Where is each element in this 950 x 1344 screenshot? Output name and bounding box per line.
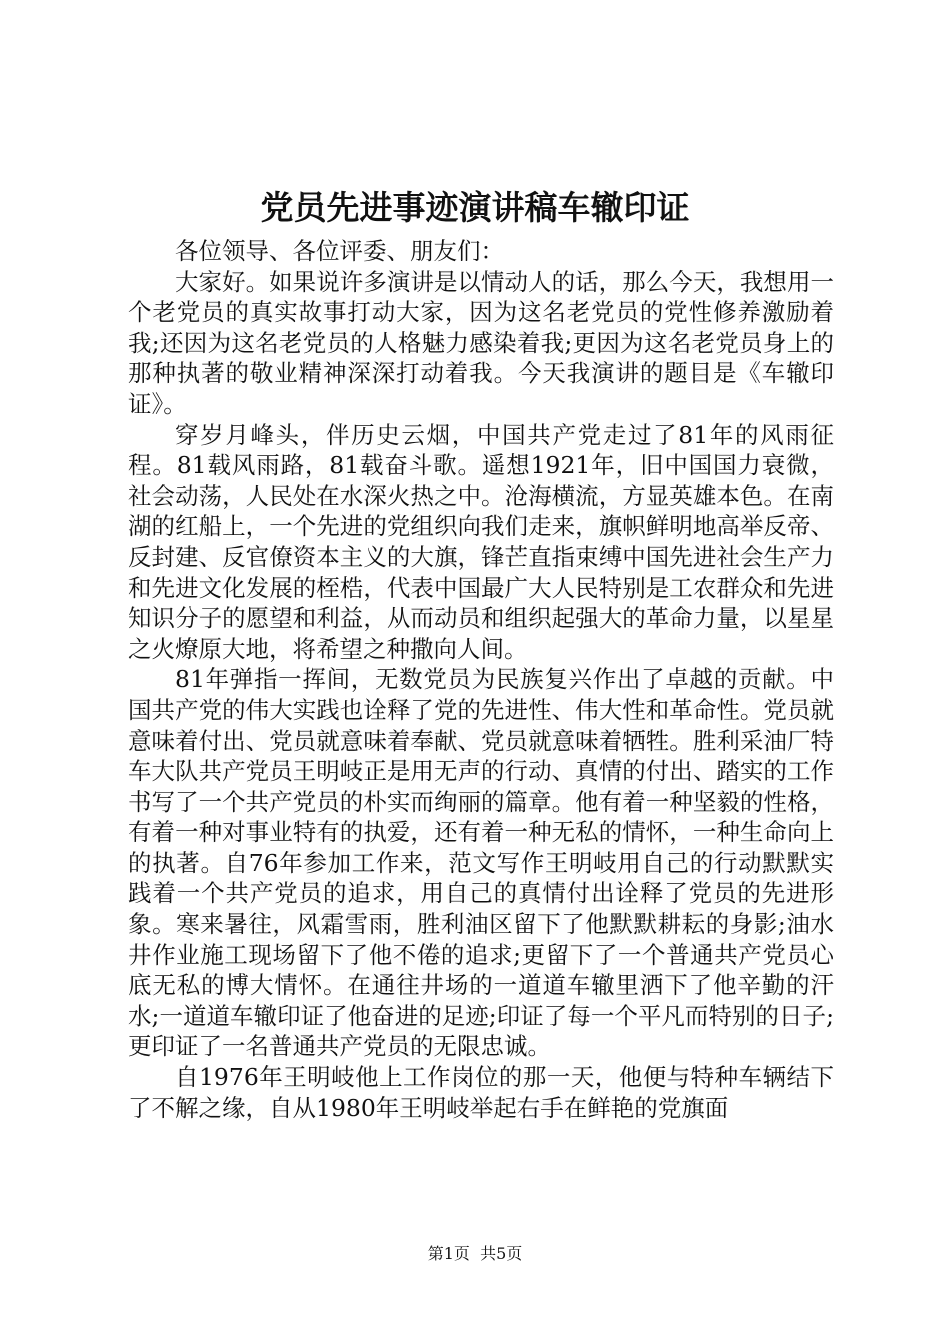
page-footer — [0, 1244, 950, 1264]
paragraph: 自1976年王明岐他上工作岗位的那一天，他便与特种车辆结下了不解之缘，自从1980年王明岐举起右手在鲜艳的党旗面 — [128, 1063, 834, 1122]
document-title: 党员先进事迹演讲稿车辙印证 — [260, 188, 690, 227]
paragraph: 大家好。如果说许多演讲是以情动人的话，那么今天，我想用一个老党员的真实故事打动大家，因为这名老党员的党性修养激励着我;还因为这名老党员的人格魅力感染着我;更因为这名老党员身上的那种执著的敬业精神深深打动着我。今天我演讲的题目是《车辙印证》。 — [128, 267, 834, 418]
paragraph: 81年弹指一挥间，无数党员为民族复兴作出了卓越的贡献。中国共产党的伟大实践也诠释了党的先进性、伟大性和革命性。党员就意味着付出、党员就意味着奉献、党员就意味着牺牲。胜利采油厂特车大队共产党员王明岐正是用无声的行动、真情的付出、踏实的工作书写了一个共产党员的朴实而绚丽的篇章。他有着一种坚毅的性格，有着一种对事业特有的执爱，还有着一种无私的情怀，一种生命向上的执著。自76年参加工作来，范文写作王明岐用自己的行动默默实践着一个共产党员的追求，用自己的真情付出诠释了党员的先进形象。寒来暑往，风霜雪雨，胜利油区留下了他默默耕耘的身影;油水井作业施工现场留下了他不倦的追求;更留下了一个普通共产党员心底无私的博大情怀。在通往井场的一道道车辙里洒下了他辛勤的汗水;一道道车辙印证了他奋进的足迹;印证了每一个平凡而特别的日子;更印证了一名普通共产党员的无限忠诚。 — [128, 665, 834, 1061]
page-total: 共5页 — [480, 1244, 523, 1263]
document-body — [128, 236, 834, 1123]
page-number: 第1页 — [427, 1244, 470, 1263]
paragraph: 穿岁月峰头，伴历史云烟，中国共产党走过了81年的风雨征程。81载风雨路，81载奋斗歌。遥想1921年，旧中国国力衰微，社会动荡，人民处在水深火热之中。沧海横流，方显英雄本色。在南湖的红船上，一个先进的党组织向我们走来，旗帜鲜明地高举反帝、反封建、反官僚资本主义的大旗，锋芒直指束缚中国先进社会生产力和先进文化发展的桎梏，代表中国最广大人民特别是工农群众和先进知识分子的愿望和利益，从而动员和组织起强大的革命力量，以星星之火燎原大地，将希望之种撒向人间。 — [128, 420, 834, 663]
paragraph-salutation: 各位领导、各位评委、朋友们： — [175, 237, 504, 265]
